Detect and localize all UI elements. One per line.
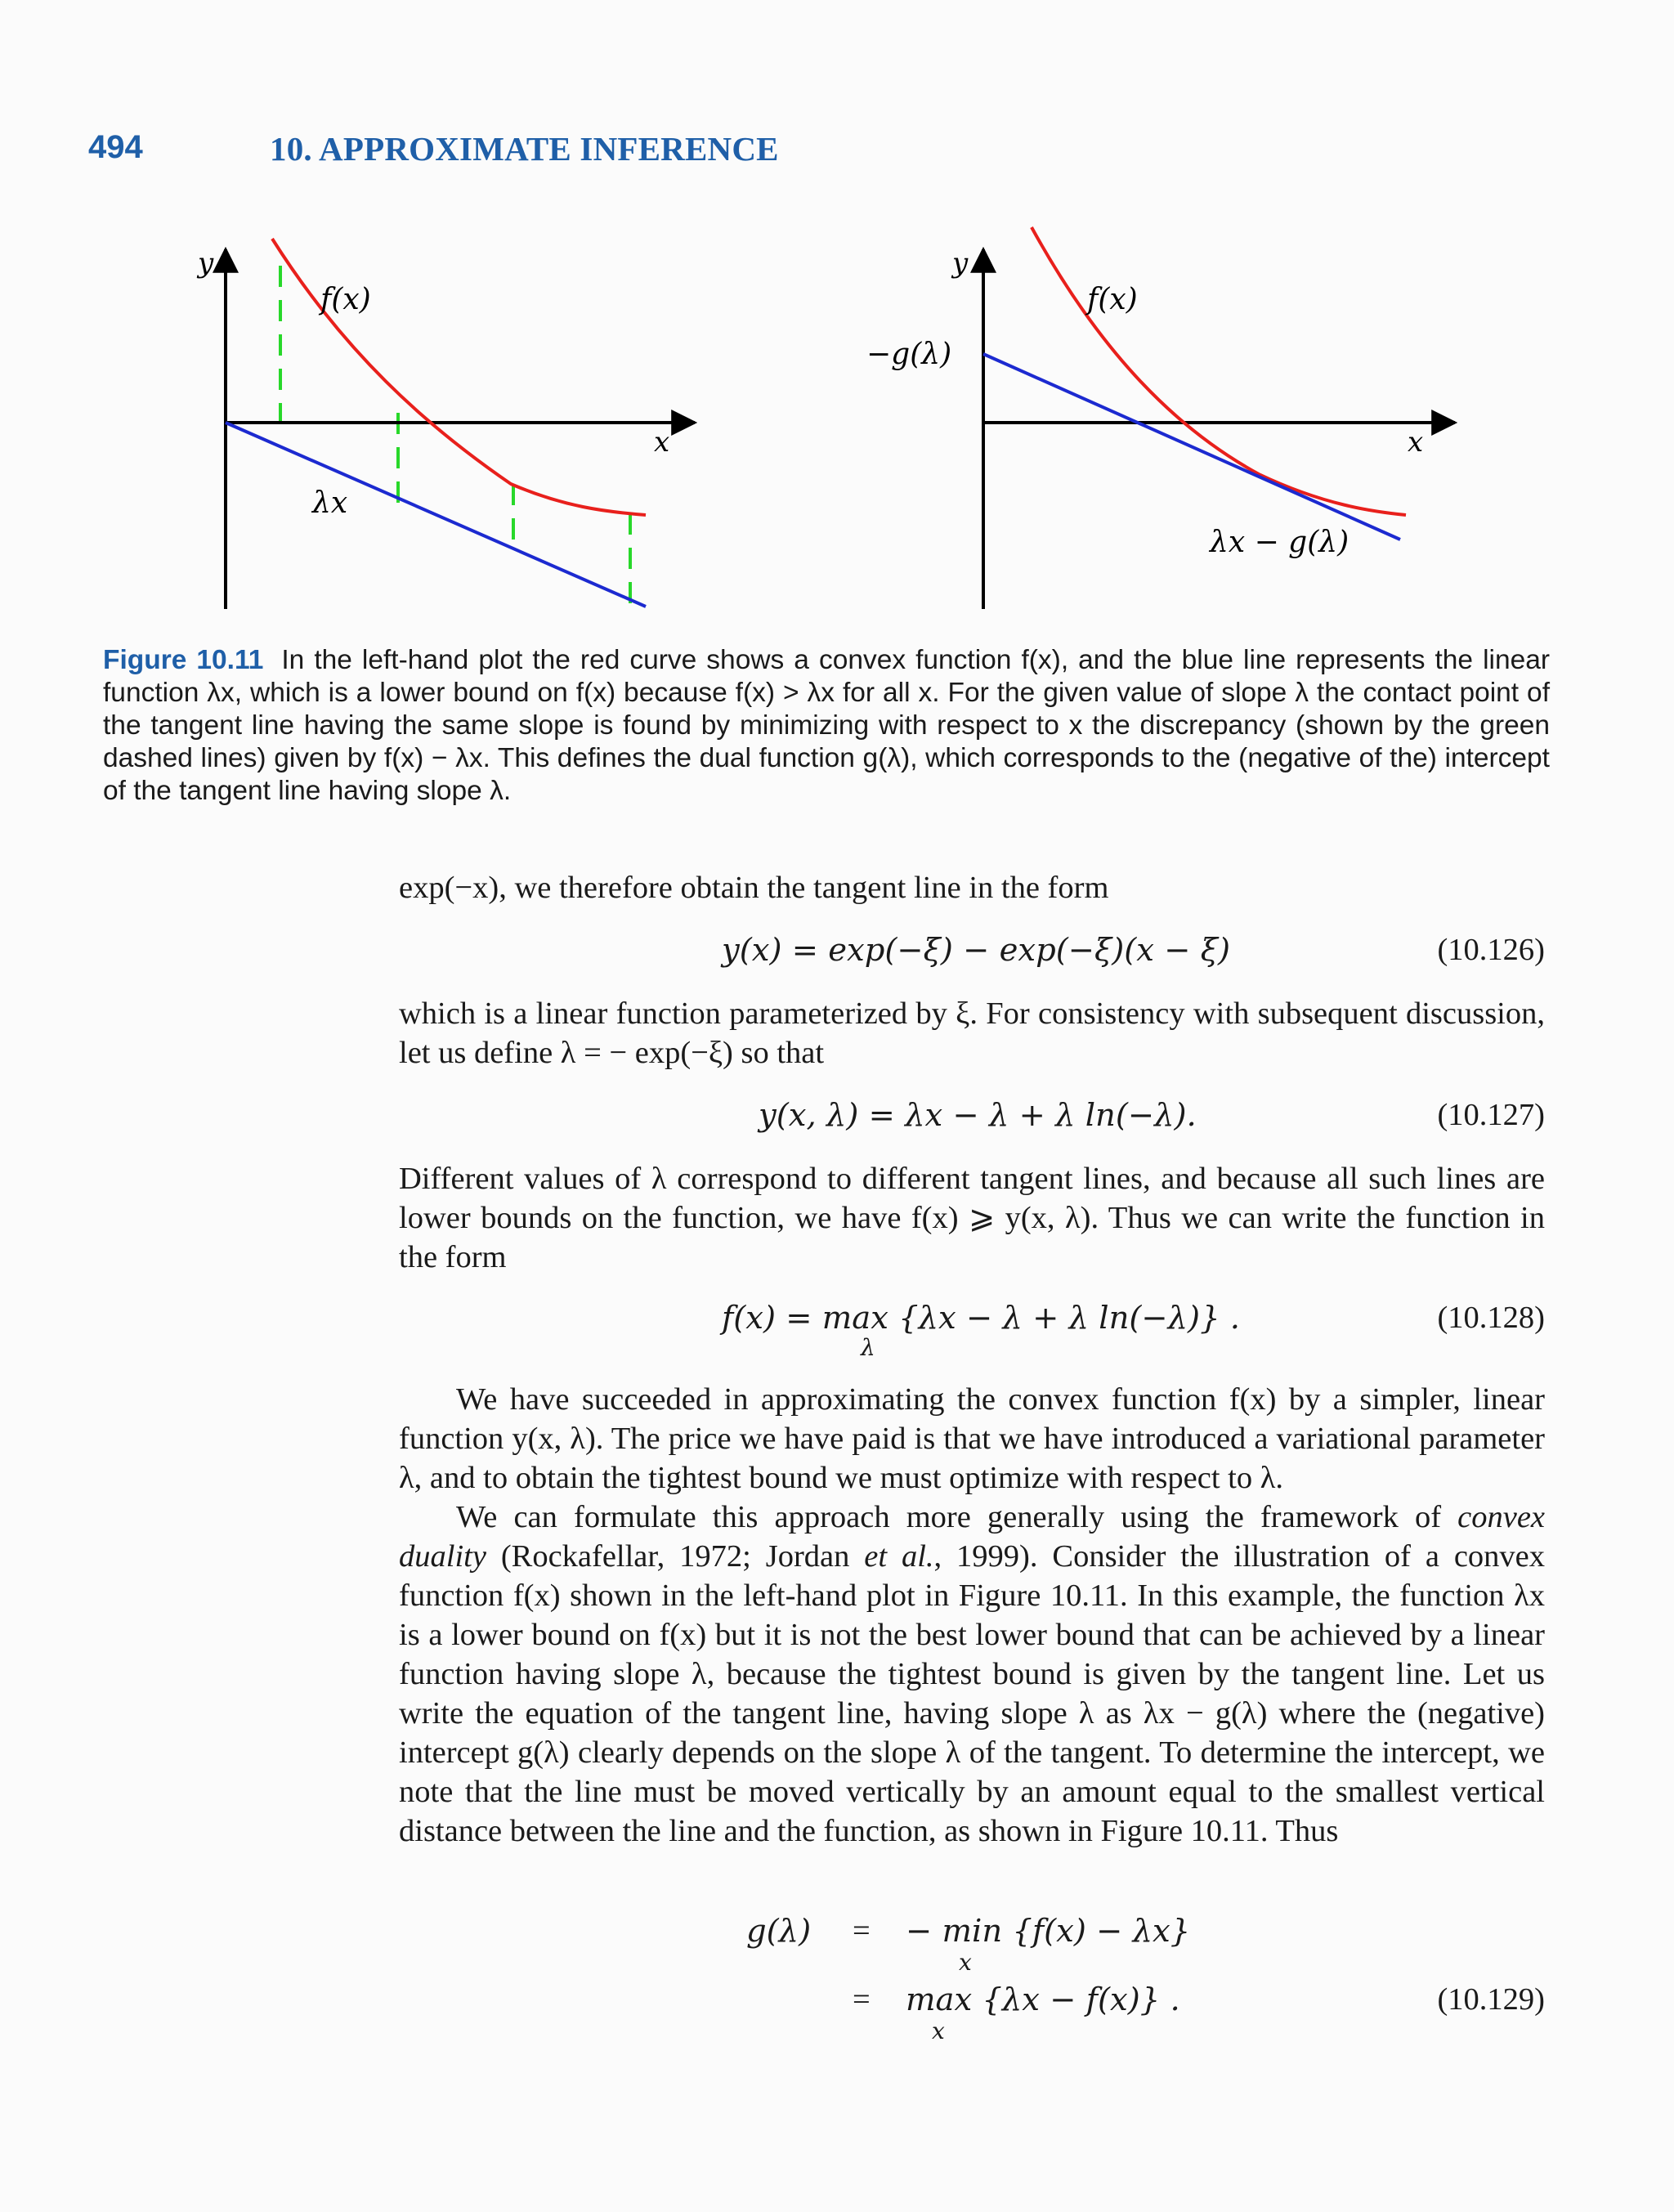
left-convex-curve [272, 239, 646, 515]
right-curve-label: f(x) [1087, 283, 1138, 316]
right-x-label: x [1408, 426, 1424, 459]
equation-10-129-rhs-1: − min {f(x) − λx} [906, 1913, 1191, 1950]
equation-10-126-body: y(x) = exp(−ξ) − exp(−ξ)(x − ξ) [722, 932, 1230, 969]
paragraph-5-text-b: (Rockafellar, 1972; Jordan [486, 1539, 865, 1574]
caption-text: In the left-hand plot the red curve shows a convex function f(x), and the blue line represents the linear function λx, which is a lower bound on f(x) because f(x) > λx for all x. For the given value of slope λ the contact point of the tangent line having the same slope is found by minimizing with respect to x the discrepancy (shown by the green dashed lines) given by f(x) − λx. This defines the dual function g(λ), which corresponds to the (negative of the) intercept of the tangent line having slope λ. [103, 645, 1550, 806]
paragraph-3: Different values of λ correspond to different tangent lines, and because all such lines are lower bounds on the function, we have f(x) ⩾ y(x, λ). Thus we can write the function in the form [399, 1162, 1545, 1274]
equation-10-128-subscript: λ [861, 1334, 875, 1361]
caption-label: Figure 10.11 [103, 645, 264, 675]
right-tangent-line [983, 354, 1400, 540]
equation-10-129-equals-1: = [853, 1914, 871, 1948]
page-number: 494 [88, 129, 143, 165]
paragraph-1: exp(−x), we therefore obtain the tangent line in the form [399, 871, 1109, 905]
equation-10-127-body: y(x, λ) = λx − λ + λ ln(−λ). [759, 1097, 1197, 1134]
figure-caption [103, 644, 1550, 808]
chapter-title: 10. APPROXIMATE INFERENCE [270, 130, 779, 168]
equation-10-128-body: f(x) = max {λx − λ + λ ln(−λ)} . [722, 1300, 1241, 1337]
paragraph-4 [399, 1380, 1545, 1498]
right-plot [866, 227, 1455, 609]
right-y-label: y [952, 247, 969, 280]
paragraph-2: which is a linear function parameterized by ξ. For consistency with subsequent discussion, let us define λ = − exp(−ξ) so that [399, 996, 1545, 1070]
right-tangent-label: λx − g(λ) [1210, 526, 1349, 559]
left-curve-label: f(x) [320, 283, 371, 316]
paragraph-5 [399, 1498, 1545, 1851]
right-convex-curve [1032, 227, 1406, 515]
equation-10-127 [399, 1097, 1545, 1138]
equation-10-128-number: (10.128) [1437, 1301, 1545, 1335]
equation-10-129-subscript-1: x [959, 1949, 972, 1976]
right-intercept-label: −g(λ) [866, 338, 952, 371]
left-x-label: x [654, 426, 670, 459]
paragraph-5-em-et-al: et al. [864, 1539, 934, 1574]
left-lower-bound-line [226, 423, 646, 607]
left-line-label: λx [312, 486, 348, 520]
left-y-label: y [198, 247, 214, 280]
figure-10-11 [0, 0, 1674, 638]
paragraph-5-text-c: , 1999). Consider the illustration of a convex function f(x) shown in the left-hand plot in Figure 10.11. In this example, the function λx is a lower bound on f(x) but it is not the best lower bound that can be achieved by a linear function having slope λ, because the tightest bound is given by the tangent line. Let us write the equation of the tangent line, having slope λ as λx − g(λ) where the (negative) intercept g(λ) clearly depends on the slope λ of the tangent. To determine the intercept, we note that the line must be moved vertically by an amount equal to the smallest vertical distance between the line and the function, as shown in Figure 10.11. Thus [399, 1539, 1546, 1848]
equation-10-129-number: (10.129) [1437, 1982, 1545, 2017]
equation-10-127-number: (10.127) [1437, 1098, 1545, 1132]
paragraph-4-text: We have succeeded in approximating the convex function f(x) by a simpler, linear function y(x, λ). The price we have paid is that we have introduced a variational parameter λ, and to obtain the tightest bound we must optimize with respect to λ. [399, 1382, 1545, 1495]
equation-10-126-number: (10.126) [1437, 933, 1545, 967]
equation-10-126 [399, 932, 1545, 973]
paragraph-5-em-convex-duality: convex duality [399, 1500, 1545, 1574]
paragraph-5-text-a: We can formulate this approach more generally using the framework of [456, 1500, 1458, 1534]
equation-10-129 [399, 1913, 1545, 2052]
equation-10-129-subscript-2: x [932, 2017, 945, 2044]
equation-10-129-lhs: g(λ) [746, 1913, 812, 1950]
equation-10-128 [399, 1300, 1545, 1365]
equation-10-129-equals-2: = [853, 1982, 871, 2017]
equation-10-129-rhs-2: max {λx − f(x)} . [906, 1981, 1180, 2018]
left-plot [196, 239, 695, 609]
